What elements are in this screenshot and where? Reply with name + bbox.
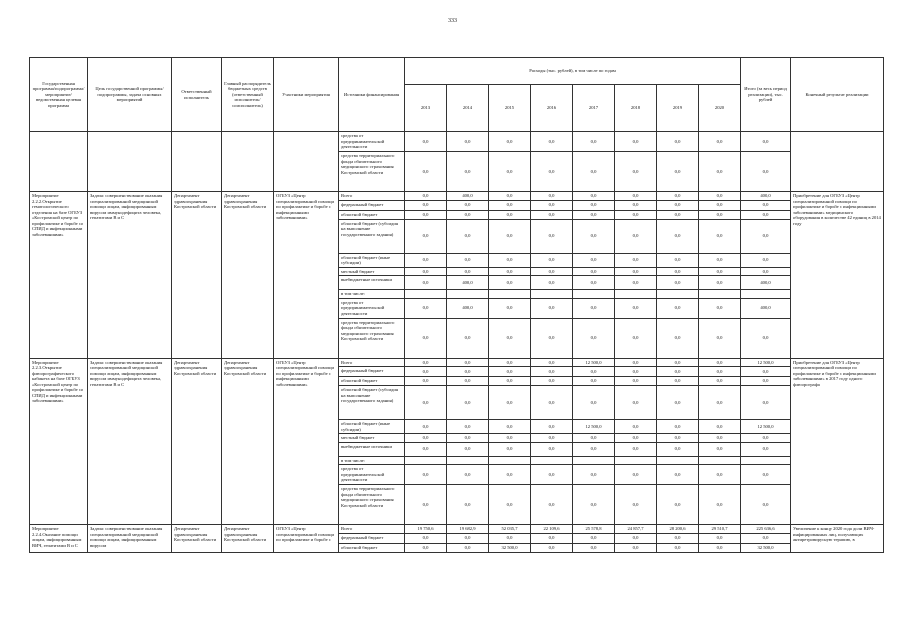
value-cell: 0,0 [447,358,489,367]
value-cell: 0,0 [447,386,489,420]
value-cell: 0,0 [489,442,531,456]
value-cell: 0,0 [657,465,699,485]
source-cell: областной бюджет [339,543,405,552]
header-sources: Источники финансирования [339,58,405,132]
total-cell [741,456,791,465]
value-cell: 0,0 [405,358,447,367]
value-cell [531,290,573,299]
value-cell: 0,0 [573,434,615,443]
program-cell: Мероприятие 2.2.2.Открытие гематологического отделения на базе ОГБУЗ «Костромской центр по профилактике и борьбе со СПИД и инфекционными заболеваниями» [30,192,88,359]
value-cell: 0,0 [657,533,699,543]
value-cell: 0,0 [657,200,699,210]
value-cell: 0,0 [699,276,741,290]
value-cell: 0,0 [573,386,615,420]
value-cell [405,290,447,299]
value-cell: 0,0 [531,210,573,219]
value-cell: 0,0 [573,200,615,210]
executor-cell [172,132,222,192]
value-cell: 0,0 [615,533,657,543]
value-cell: 0,0 [489,219,531,253]
value-cell: 0,0 [615,210,657,219]
source-cell: федеральный бюджет [339,367,405,377]
value-cell: 0,0 [573,442,615,456]
value-cell: 0,0 [531,420,573,434]
participants-cell: ОГБУЗ «Центр специализированной помощи по профилактике и борьбе с [274,525,339,553]
value-cell: 0,0 [531,132,573,152]
value-cell: 0,0 [615,434,657,443]
value-cell: 0,0 [405,420,447,434]
header-year: 2018 [615,85,657,132]
value-cell: 0,0 [489,485,531,525]
value-cell: 0,0 [657,192,699,201]
value-cell: 0,0 [699,132,741,152]
financing-table [29,57,884,553]
source-cell: Всего [339,192,405,201]
value-cell: 52 035,7 [489,525,531,534]
value-cell: 0,0 [699,434,741,443]
source-cell: средства территориального фонда обязательного медицинского страхования Костромской области [339,485,405,525]
value-cell: 32 500,0 [489,543,531,552]
value-cell: 0,0 [531,367,573,377]
value-cell: 0,0 [657,132,699,152]
table-body [30,132,884,553]
value-cell: 0,0 [615,358,657,367]
value-cell: 0,0 [531,253,573,267]
value-cell: 0,0 [489,192,531,201]
total-cell: 0,0 [741,267,791,276]
result-cell: Приобретение для ОГБУЗ «Центр специализированной помощи по профилактике и борьбе с инфекционными заболеваниями» в 2017 году одного флюорографа [791,358,884,525]
value-cell: 0,0 [447,434,489,443]
total-cell: 12 500,0 [741,358,791,367]
value-cell: 29 510,7 [699,525,741,534]
goal-cell [88,132,172,192]
manager-cell: Департамент здравоохранения Костромской области [222,358,274,525]
value-cell: 0,0 [531,533,573,543]
value-cell [657,290,699,299]
value-cell: 0,0 [657,485,699,525]
goal-cell: Задача: совершенствование оказания специализированной медицинской помощи лицам, инфицированным вирусом иммунодефицита человека, гепатитами В и С [88,358,172,525]
value-cell: 0,0 [531,298,573,318]
value-cell: 0,0 [573,543,615,552]
value-cell: 0,0 [447,543,489,552]
table-row [30,525,884,534]
value-cell: 0,0 [531,377,573,386]
value-cell: 0,0 [699,533,741,543]
value-cell: 0,0 [573,533,615,543]
value-cell: 0,0 [657,386,699,420]
value-cell: 0,0 [489,318,531,358]
result-cell: Увеличение к концу 2020 года доли ВИЧ-инфицированных лиц, получающих антиретровирусную терапию, в [791,525,884,553]
value-cell: 0,0 [447,420,489,434]
value-cell: 0,0 [489,253,531,267]
manager-cell: Департамент здравоохранения Костромской области [222,525,274,553]
value-cell: 0,0 [405,367,447,377]
value-cell: 400,0 [447,192,489,201]
value-cell: 0,0 [699,192,741,201]
value-cell: 0,0 [615,267,657,276]
total-cell: 0,0 [741,533,791,543]
value-cell: 0,0 [489,132,531,152]
value-cell: 0,0 [573,132,615,152]
value-cell: 0,0 [657,420,699,434]
header-year: 2015 [489,85,531,132]
source-cell: областной бюджет (иные субсидии) [339,253,405,267]
value-cell: 0,0 [615,377,657,386]
value-cell: 0,0 [489,465,531,485]
source-cell: областной бюджет [339,210,405,219]
value-cell: 0,0 [447,210,489,219]
participants-cell: ОГБУЗ «Центр специализированной помощи по профилактике и борьбе с инфекционными заболеваниями» [274,192,339,359]
value-cell: 0,0 [531,267,573,276]
header-year: 2017 [573,85,615,132]
source-cell: федеральный бюджет [339,200,405,210]
value-cell: 0,0 [657,367,699,377]
total-cell: 0,0 [741,442,791,456]
source-cell: областной бюджет (иные субсидии) [339,420,405,434]
total-cell: 0,0 [741,367,791,377]
total-cell: 0,0 [741,219,791,253]
value-cell: 0,0 [531,442,573,456]
value-cell [699,290,741,299]
value-cell: 0,0 [573,377,615,386]
header-total: Итого (за весь период реализации), тыс. рублей [741,58,791,132]
header-year: 2013 [405,85,447,132]
value-cell: 0,0 [531,219,573,253]
value-cell: 0,0 [657,543,699,552]
source-cell: в том числе: [339,290,405,299]
value-cell: 0,0 [657,377,699,386]
value-cell: 0,0 [573,298,615,318]
value-cell: 0,0 [531,485,573,525]
total-cell: 32 500,0 [741,543,791,552]
total-cell: 0,0 [741,152,791,192]
value-cell: 0,0 [615,152,657,192]
page-number: 333 [448,18,457,24]
program-cell: Мероприятие 2.2.3.Открытие флюорографического кабинета на базе ОГБУЗ «Костромской центр по профилактике и борьбе со СПИД и инфекционными заболеваниями» [30,358,88,525]
total-cell: 0,0 [741,434,791,443]
value-cell: 0,0 [531,543,573,552]
source-cell: внебюджетные источники [339,442,405,456]
header-year: 2019 [657,85,699,132]
total-cell: 0,0 [741,318,791,358]
total-cell: 0,0 [741,377,791,386]
value-cell: 0,0 [615,465,657,485]
participants-cell [274,132,339,192]
value-cell: 0,0 [405,210,447,219]
value-cell: 0,0 [615,420,657,434]
total-cell: 0,0 [741,132,791,152]
value-cell: 0,0 [489,298,531,318]
value-cell: 0,0 [489,358,531,367]
value-cell: 0,0 [657,434,699,443]
value-cell: 0,0 [531,200,573,210]
value-cell: 0,0 [699,386,741,420]
value-cell: 0,0 [657,318,699,358]
value-cell [489,456,531,465]
value-cell [615,290,657,299]
result-cell [791,132,884,192]
value-cell: 0,0 [447,465,489,485]
program-cell [30,132,88,192]
value-cell: 0,0 [489,152,531,192]
value-cell: 0,0 [657,152,699,192]
value-cell: 0,0 [405,267,447,276]
value-cell: 0,0 [699,465,741,485]
value-cell: 0,0 [489,533,531,543]
value-cell: 0,0 [405,318,447,358]
header-year: 2016 [531,85,573,132]
value-cell: 0,0 [573,465,615,485]
value-cell: 0,0 [615,543,657,552]
executor-cell: Департамент здравоохранения Костромской области [172,192,222,359]
value-cell: 0,0 [615,253,657,267]
value-cell: 19 682,9 [447,525,489,534]
value-cell: 0,0 [573,219,615,253]
value-cell: 0,0 [573,210,615,219]
value-cell: 0,0 [531,434,573,443]
value-cell: 0,0 [573,253,615,267]
value-cell: 0,0 [405,377,447,386]
value-cell [657,456,699,465]
table-row [30,358,884,367]
value-cell: 0,0 [615,386,657,420]
result-cell: Приобретение для ОГБУЗ «Центр специализированной помощи по профилактике и борьбе с инфекционными заболеваниями» медицинского оборудования в количестве 42 единиц в 2014 году [791,192,884,359]
value-cell: 0,0 [657,210,699,219]
total-cell: 0,0 [741,253,791,267]
value-cell: 0,0 [489,367,531,377]
value-cell: 0,0 [489,386,531,420]
value-cell: 0,0 [657,276,699,290]
header-executor: Ответственный исполнитель [172,58,222,132]
value-cell: 0,0 [447,367,489,377]
value-cell [573,456,615,465]
value-cell: 0,0 [699,358,741,367]
source-cell: федеральный бюджет [339,533,405,543]
value-cell: 0,0 [489,377,531,386]
value-cell: 0,0 [573,276,615,290]
value-cell: 0,0 [699,543,741,552]
value-cell: 0,0 [699,298,741,318]
source-cell: Всего [339,358,405,367]
value-cell: 0,0 [447,132,489,152]
source-cell: местный бюджет [339,434,405,443]
value-cell: 0,0 [615,367,657,377]
source-cell: средства от предпринимательской деятельности [339,298,405,318]
value-cell: 0,0 [405,192,447,201]
source-cell: областной бюджет (субсидия на выполнение государственного задания) [339,219,405,253]
goal-cell: Задача: совершенствование оказания специализированной медицинской помощи лицам, инфицированным вирусом иммунодефицита человека, гепатитами В и С [88,192,172,359]
header-year: 2020 [699,85,741,132]
source-cell: местный бюджет [339,267,405,276]
value-cell: 0,0 [615,276,657,290]
value-cell [699,456,741,465]
value-cell: 0,0 [657,358,699,367]
value-cell: 19 750,6 [405,525,447,534]
value-cell: 0,0 [657,253,699,267]
value-cell: 0,0 [489,200,531,210]
executor-cell: Департамент здравоохранения Костромской области [172,525,222,553]
value-cell: 0,0 [615,298,657,318]
value-cell: 0,0 [489,267,531,276]
value-cell: 0,0 [573,267,615,276]
value-cell: 0,0 [405,298,447,318]
value-cell: 0,0 [699,377,741,386]
header-expenses: Расходы (тыс. рублей), в том числе по годам [405,58,741,85]
value-cell: 0,0 [699,420,741,434]
value-cell: 0,0 [447,485,489,525]
value-cell: 0,0 [405,253,447,267]
value-cell: 0,0 [573,152,615,192]
value-cell [489,290,531,299]
total-cell: 0,0 [741,386,791,420]
value-cell: 25 578,8 [573,525,615,534]
value-cell: 0,0 [405,465,447,485]
value-cell: 0,0 [447,200,489,210]
value-cell: 0,0 [573,192,615,201]
value-cell: 0,0 [657,442,699,456]
value-cell [447,456,489,465]
value-cell: 0,0 [699,442,741,456]
value-cell: 0,0 [615,132,657,152]
source-cell: в том числе: [339,456,405,465]
value-cell: 0,0 [531,192,573,201]
value-cell: 0,0 [405,442,447,456]
value-cell: 0,0 [573,485,615,525]
value-cell: 22 109,6 [531,525,573,534]
value-cell: 0,0 [531,152,573,192]
program-cell: Мероприятие 2.2.4.Оказание помощи лицам, инфицированным ВИЧ, гепатитами В и С [30,525,88,553]
value-cell: 0,0 [699,152,741,192]
source-cell: средства территориального фонда обязательного медицинского страхования Костромской области [339,318,405,358]
value-cell: 400,0 [447,298,489,318]
total-cell: 400,0 [741,298,791,318]
value-cell: 0,0 [405,219,447,253]
source-cell: внебюджетные источники [339,276,405,290]
value-cell: 0,0 [699,267,741,276]
value-cell: 0,0 [531,386,573,420]
participants-cell: ОГБУЗ «Центр специализированной помощи по профилактике и борьбе с инфекционными заболеваниями» [274,358,339,525]
total-cell: 400,0 [741,192,791,201]
value-cell: 0,0 [657,219,699,253]
value-cell: 0,0 [447,152,489,192]
total-cell: 12 500,0 [741,420,791,434]
header-goal: Цель государственной программы/подпрограммы, задача основных мероприятий [88,58,172,132]
value-cell: 0,0 [447,377,489,386]
value-cell: 0,0 [531,465,573,485]
value-cell: 0,0 [489,434,531,443]
value-cell: 0,0 [447,253,489,267]
source-cell: средства территориального фонда обязательного медицинского страхования Костромской области [339,152,405,192]
value-cell: 400,0 [447,276,489,290]
header-participants: Участники мероприятия [274,58,339,132]
source-cell: областной бюджет [339,377,405,386]
value-cell [615,456,657,465]
value-cell: 24 857,7 [615,525,657,534]
total-cell: 0,0 [741,485,791,525]
value-cell [573,290,615,299]
value-cell: 0,0 [531,276,573,290]
value-cell: 0,0 [615,318,657,358]
header-result: Конечный результат реализации [791,58,884,132]
value-cell: 0,0 [699,253,741,267]
value-cell: 0,0 [405,434,447,443]
manager-cell: Департамент здравоохранения Костромской области [222,192,274,359]
source-cell: средства от предпринимательской деятельности [339,132,405,152]
value-cell: 0,0 [447,267,489,276]
value-cell: 0,0 [699,210,741,219]
header-year: 2014 [447,85,489,132]
value-cell: 0,0 [405,152,447,192]
executor-cell: Департамент здравоохранения Костромской области [172,358,222,525]
value-cell: 0,0 [573,367,615,377]
value-cell: 0,0 [405,485,447,525]
value-cell: 0,0 [405,132,447,152]
source-cell: средства от предпринимательской деятельности [339,465,405,485]
value-cell: 0,0 [615,200,657,210]
value-cell [447,290,489,299]
value-cell: 0,0 [447,533,489,543]
goal-cell: Задача: совершенствование оказания специализированной медицинской помощи лицам, инфицированным вирусом [88,525,172,553]
value-cell: 0,0 [447,318,489,358]
value-cell: 0,0 [405,543,447,552]
total-cell: 0,0 [741,210,791,219]
total-cell [741,290,791,299]
value-cell: 0,0 [615,442,657,456]
table-row [30,192,884,201]
value-cell: 0,0 [657,267,699,276]
manager-cell [222,132,274,192]
total-cell: 225 636,6 [741,525,791,534]
value-cell: 0,0 [699,318,741,358]
total-cell: 400,0 [741,276,791,290]
table-row [30,132,884,152]
value-cell [405,456,447,465]
value-cell: 0,0 [489,276,531,290]
value-cell: 0,0 [699,367,741,377]
value-cell: 0,0 [699,485,741,525]
header-manager: Главный распорядитель бюджетных средств (ответственный исполнитель/ соисполнитель) [222,58,274,132]
value-cell: 0,0 [699,200,741,210]
value-cell: 28 200,6 [657,525,699,534]
value-cell: 0,0 [405,276,447,290]
value-cell: 0,0 [615,485,657,525]
value-cell: 0,0 [447,219,489,253]
value-cell: 0,0 [699,219,741,253]
total-cell: 0,0 [741,465,791,485]
value-cell: 12 500,0 [573,358,615,367]
value-cell: 0,0 [489,210,531,219]
value-cell: 0,0 [405,533,447,543]
value-cell: 0,0 [657,298,699,318]
value-cell: 0,0 [615,219,657,253]
source-cell: Всего [339,525,405,534]
total-cell: 0,0 [741,200,791,210]
source-cell: областной бюджет (субсидия на выполнение государственного задания) [339,386,405,420]
value-cell: 12 500,0 [573,420,615,434]
value-cell: 0,0 [405,200,447,210]
value-cell: 0,0 [615,192,657,201]
value-cell: 0,0 [405,386,447,420]
value-cell: 0,0 [447,442,489,456]
header-program: Государственная программа/подпрограмма/ мероприятие/ ведомственная целевая программа [30,58,88,132]
value-cell: 0,0 [531,318,573,358]
value-cell: 0,0 [489,420,531,434]
value-cell [531,456,573,465]
value-cell: 0,0 [573,318,615,358]
value-cell: 0,0 [531,358,573,367]
